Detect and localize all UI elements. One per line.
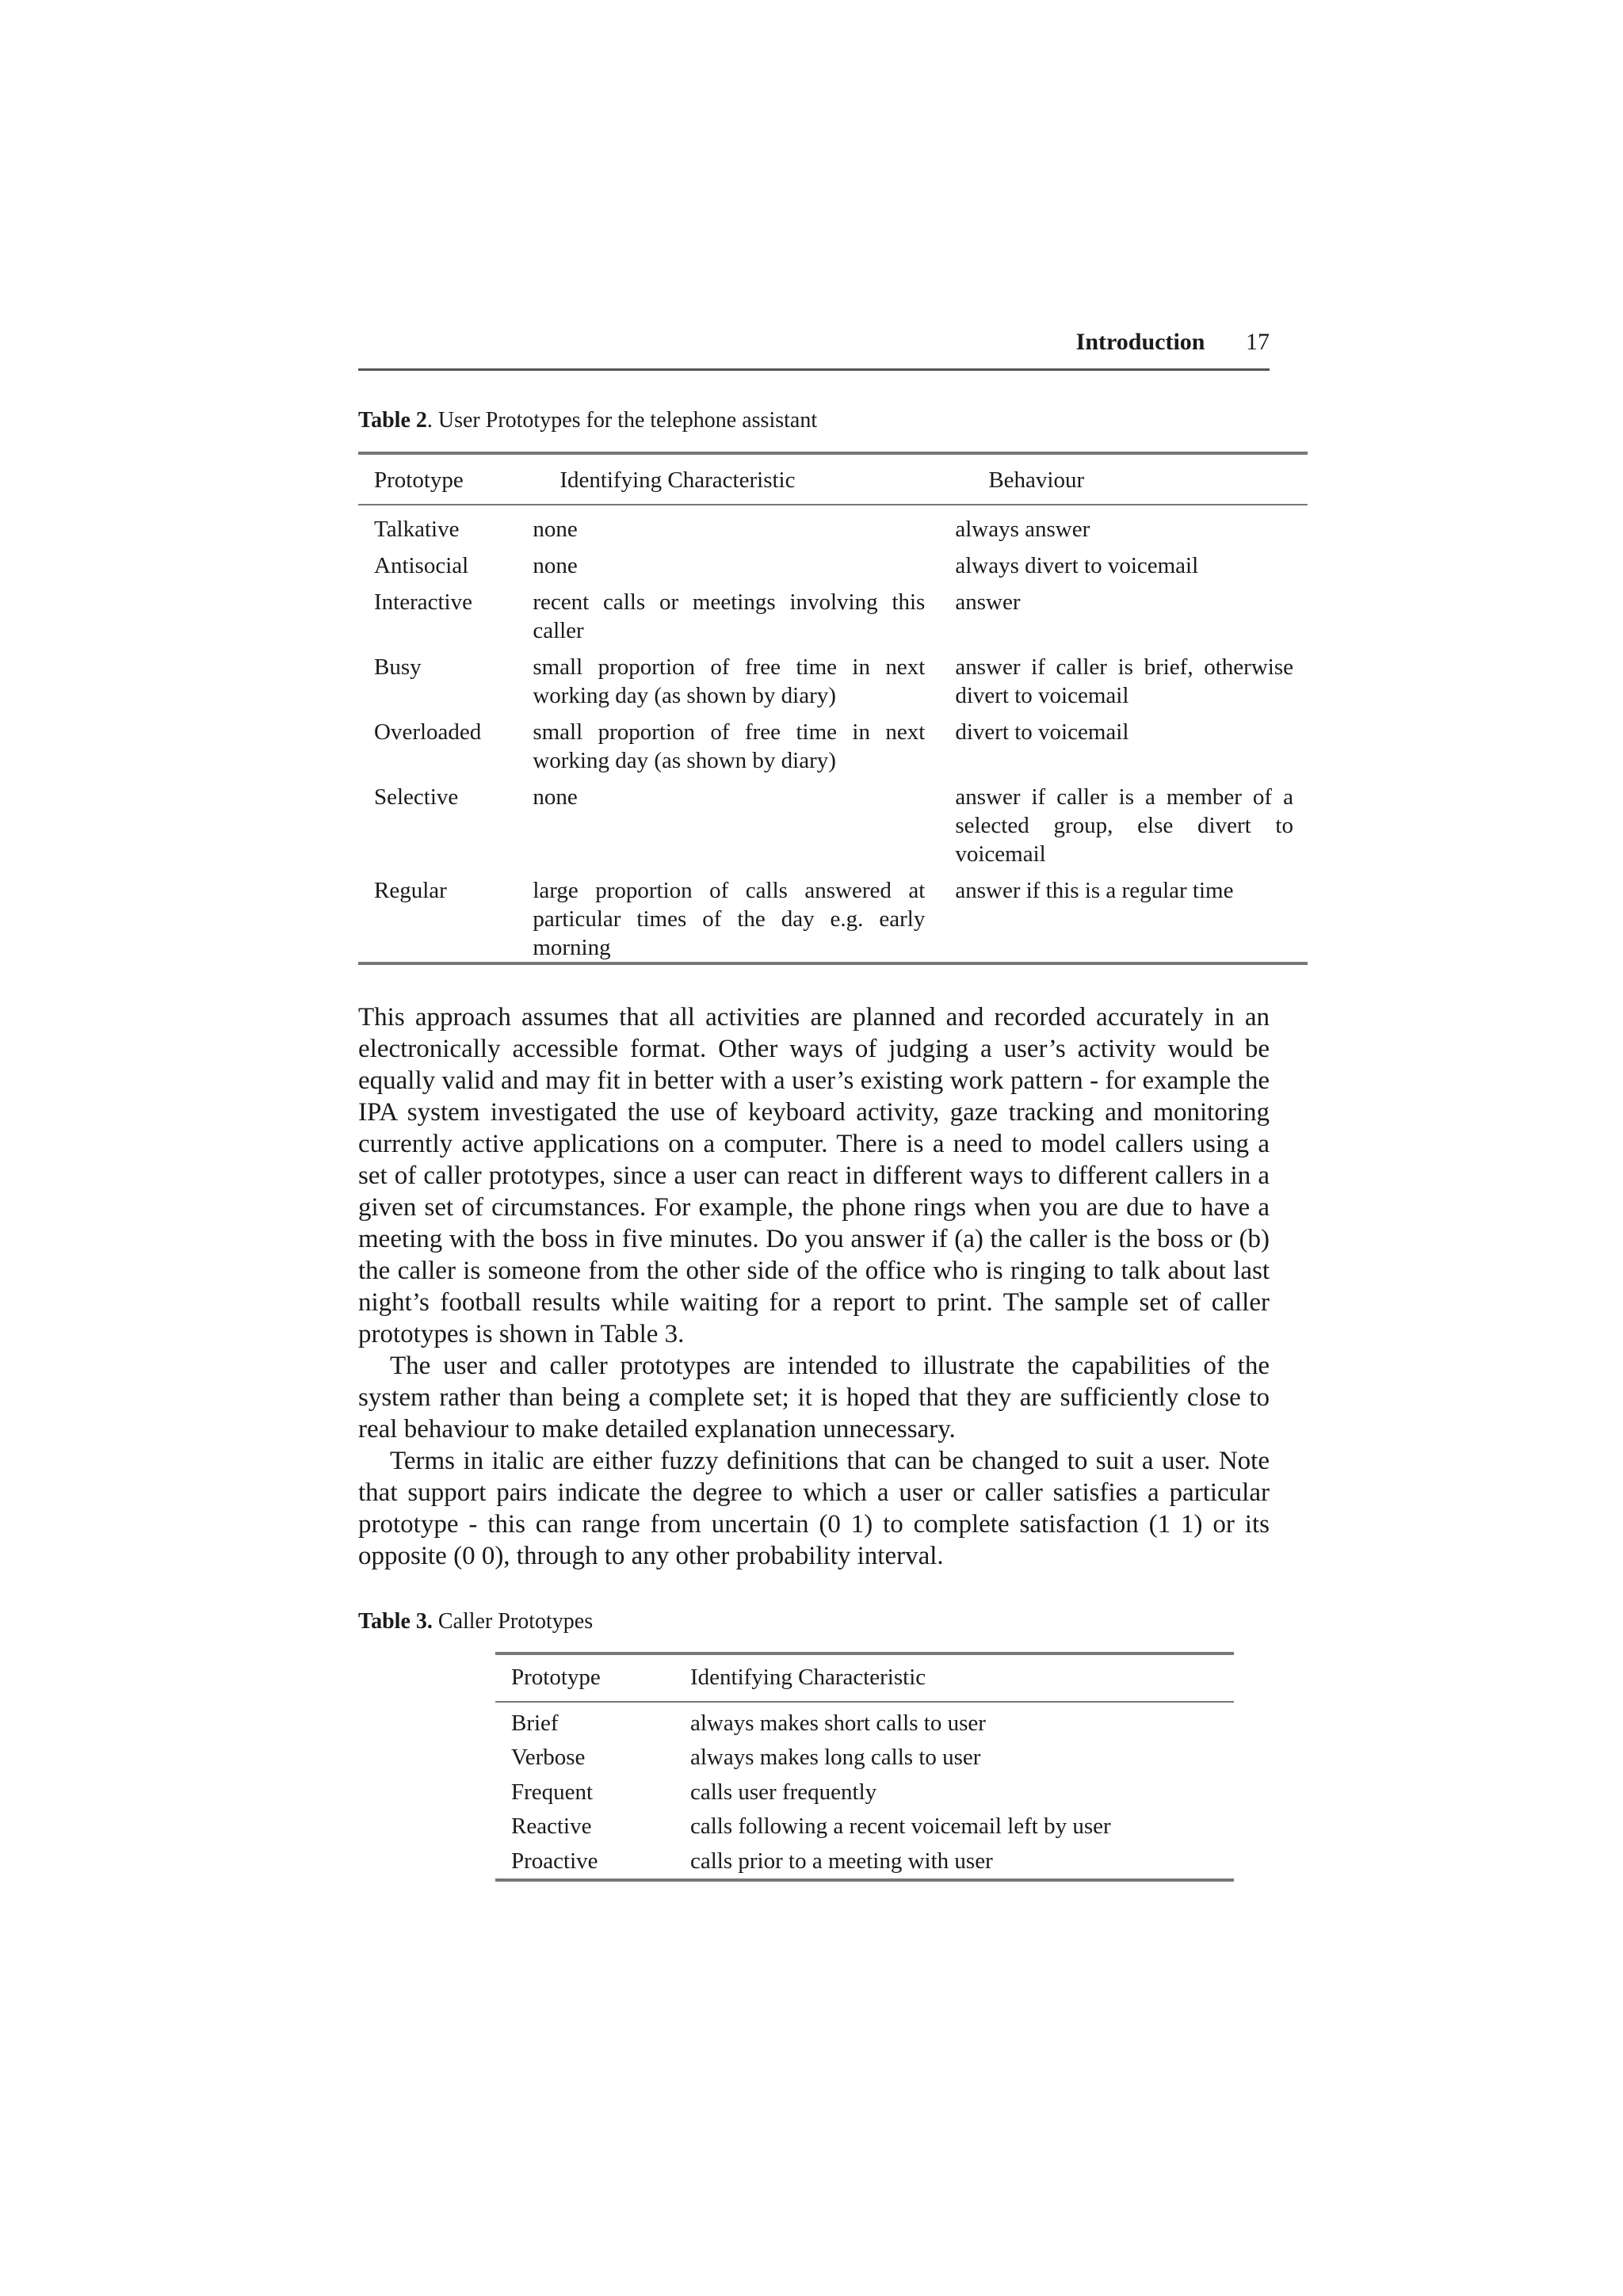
table-row xyxy=(358,505,1308,551)
prototype-cell: Regular xyxy=(358,876,533,963)
behaviour-cell: divert to voicemail xyxy=(955,719,1129,745)
table-row xyxy=(495,1775,1234,1810)
characteristic-cell: large proportion of calls answered at particular times of the day e.g. early morning xyxy=(533,876,955,963)
page-header xyxy=(358,326,1270,371)
table-header-row xyxy=(495,1653,1234,1702)
running-head xyxy=(1076,326,1270,358)
characteristic-cell: none xyxy=(533,517,578,542)
paragraph: This approach assumes that all activities are planned and recorded accurately in an electronically accessible format. Other ways of judging a user’s activity would be equally valid and may fit in better with a user’s existing work pattern - for example the IPA system investigated the use of keyboard activity, gaze tracking and monitoring currently active applications on a computer. There is a need to model callers using a set of caller prototypes, since a user can react in different ways to different callers in a given set of circumstances. For example, the phone rings when you are due to have a meeting with the boss in five minutes. Do you answer if (a) the caller is the boss or (b) the caller is someone from the other side of the office who is ringing to talk about last night’s football results while waiting for a report to print. The sample set of caller prototypes is shown in Table 3. xyxy=(358,1003,1270,1348)
user-prototypes-table xyxy=(358,452,1308,965)
table-row xyxy=(358,876,1308,963)
characteristic-cell: none xyxy=(533,784,578,810)
table-header-row xyxy=(358,453,1308,505)
table-row xyxy=(358,588,1308,653)
prototype-cell: Proactive xyxy=(495,1844,690,1881)
table2-caption-text: . User Prototypes for the telephone assistant xyxy=(426,408,818,433)
behaviour-cell: answer if this is a regular time xyxy=(955,876,1308,963)
page-number: 17 xyxy=(1246,329,1270,355)
characteristic-cell: calls prior to a meeting with user xyxy=(690,1844,1234,1881)
paragraph: Terms in italic are either fuzzy definitions that can be changed to suit a user. Note that support pairs indicate the degree to which a user or caller satisfies a particular prototype - this can range from uncertain (0 1) to complete satisfaction (1 1) or its opposite (0 0), through to any other probability interval. xyxy=(358,1447,1270,1570)
behaviour-cell: answer if caller is brief, otherwise divert to voicemail xyxy=(955,654,1293,708)
column-header-identifying-characteristic: Identifying Characteristic xyxy=(533,453,955,505)
characteristic-cell: small proportion of free time in next working day (as shown by diary) xyxy=(533,654,926,708)
prototype-cell: Reactive xyxy=(511,1814,592,1839)
table-row xyxy=(358,551,1308,588)
table3-caption-label: Table 3. xyxy=(358,1609,433,1634)
characteristic-cell: recent calls or meetings involving this caller xyxy=(533,589,926,643)
table-row xyxy=(358,653,1308,718)
prototype-cell: Frequent xyxy=(511,1779,594,1805)
prototype-cell: Selective xyxy=(374,784,459,810)
section-name: Introduction xyxy=(1075,329,1205,355)
prototype-cell: Interactive xyxy=(374,589,472,615)
behaviour-cell: answer xyxy=(955,589,1021,615)
table2-caption xyxy=(358,406,817,436)
paragraph: The user and caller prototypes are intended to illustrate the capabilities of the system rather than being a complete set; it is hoped that they are sufficiently close to real behaviour to make detailed explanation unnecessary. xyxy=(358,1352,1270,1444)
body-text xyxy=(358,1001,1270,1572)
characteristic-cell: always makes long calls to user xyxy=(690,1745,981,1770)
table-row xyxy=(358,783,1308,876)
prototype-cell: Talkative xyxy=(374,517,460,542)
caller-prototypes-table xyxy=(495,1652,1234,1882)
column-header-prototype: Prototype xyxy=(495,1653,690,1702)
prototype-cell: Overloaded xyxy=(374,719,482,745)
characteristic-cell: always makes short calls to user xyxy=(690,1711,986,1736)
column-header-identifying-characteristic: Identifying Characteristic xyxy=(690,1653,1234,1702)
table3-caption-text: Caller Prototypes xyxy=(432,1609,594,1634)
characteristic-cell: calls following a recent voicemail left by user xyxy=(690,1814,1111,1839)
table3-caption xyxy=(358,1607,593,1637)
characteristic-cell: none xyxy=(533,553,578,578)
characteristic-cell: calls user frequently xyxy=(690,1779,877,1805)
prototype-cell: Verbose xyxy=(511,1745,586,1770)
behaviour-cell: always divert to voicemail xyxy=(955,553,1199,578)
column-header-prototype: Prototype xyxy=(358,453,533,505)
prototype-cell: Antisocial xyxy=(374,553,469,578)
column-header-behaviour: Behaviour xyxy=(955,453,1308,505)
characteristic-cell: small proportion of free time in next working day (as shown by diary) xyxy=(533,719,926,773)
behaviour-cell: answer if caller is a member of a selected group, else divert to voicemail xyxy=(955,784,1293,867)
table2-caption-label: Table 2 xyxy=(358,408,427,433)
table-row xyxy=(495,1844,1234,1881)
table-row xyxy=(495,1702,1234,1741)
behaviour-cell: always answer xyxy=(955,517,1090,542)
prototype-cell: Brief xyxy=(511,1710,559,1736)
table-row xyxy=(495,1741,1234,1775)
table-row xyxy=(495,1810,1234,1844)
table-row xyxy=(358,718,1308,783)
prototype-cell: Busy xyxy=(374,654,422,680)
